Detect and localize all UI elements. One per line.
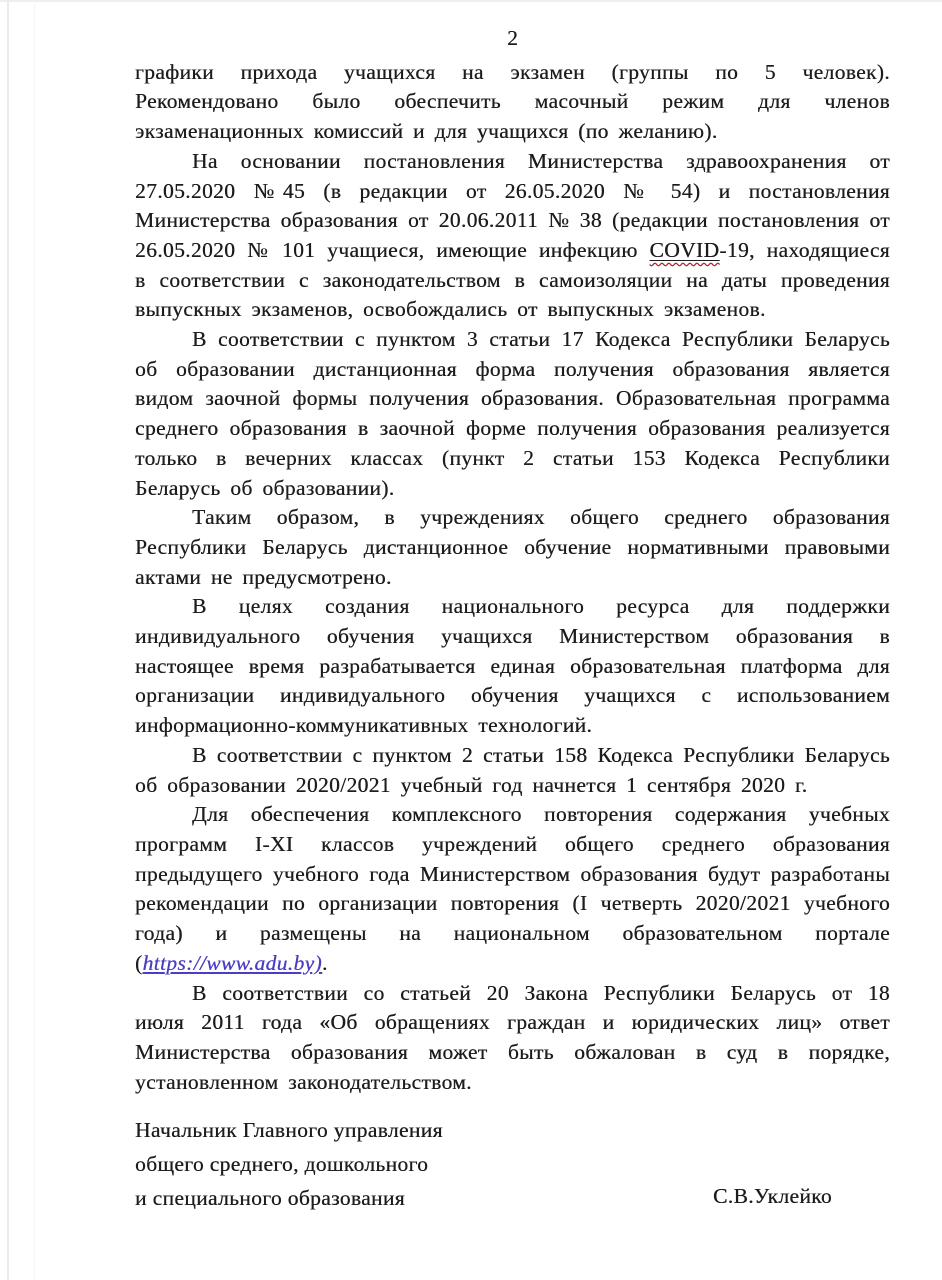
document-page-body — [135, 24, 890, 1097]
scan-edge-left-faint — [34, 0, 35, 1280]
adu-portal-link[interactable]: https://www.adu.by) — [142, 950, 322, 975]
signature-block — [135, 1113, 890, 1215]
scan-edge-top — [0, 0, 942, 2]
paragraph-covid-exemption-lead: На основании постановления Министерства здравоохранения от 27.05.2020 №45 (в редакции от 26.05.2020 № 54) и постановления Министерства образования от 20.06.2011 № 38 (редакции постановления от 26.05.2020 № 101 учащиеся, имеющие инфекцию — [135, 148, 890, 262]
paragraph-repetition-lead: Для обеспечения комплексного повторения содержания учебных программ I-XI классов учреждений общего среднего образования предыдущего учебного года Министерством образования будут разработаны рекомендации по организации повторения (I четверть 2020/2021 учебного года) и размещены на национальном образовательном портале ( — [135, 802, 890, 975]
paragraph-appeal-rights: В соответствии со статьей 20 Закона Республики Беларусь от 18 июля 2011 года «Об обращениях граждан и юридических лиц» ответ Министерства образования может быть обжалован в суд в порядке, установленном законодательством. — [135, 980, 890, 1094]
paragraph-national-platform: В целях создания национального ресурса для поддержки индивидуального обучения учащихся Министерством образования в настоящее время разрабатывается единая образовательная платформа для организации индивидуального обучения учащихся с использованием информационно-коммуникативных технологий. — [135, 594, 890, 738]
page-number: 2 — [507, 26, 518, 50]
spellcheck-wavy-underline — [649, 238, 719, 262]
signatory-title-line-1: Начальник Главного управления — [135, 1118, 443, 1142]
signatory-name: С.В.Уклейко — [713, 1184, 832, 1208]
paragraph-distance-learning-conclusion: Таким образом, в учреждениях общего среднего образования Республики Беларусь дистанционное обучение нормативными правовыми актами не предусмотрено. — [135, 505, 890, 589]
covid-term: COVID — [649, 237, 720, 262]
scan-edge-left — [7, 0, 9, 1280]
paragraph-exam-schedule: графики прихода учащихся на экзамен (группы по 5 человек). Рекомендовано было обеспечить масочный режим для членов экзаменационных комиссий и для учащихся (по желанию). — [135, 59, 890, 144]
paragraph-repetition-recommendations — [135, 800, 890, 978]
signatory-title-line-3: и специального образования — [135, 1186, 405, 1210]
paragraph-school-year-start: В соответствии с пунктом 2 статьи 158 Кодекса Республики Беларусь об образовании 2020/2021 учебный год начнется 1 сентября 2020 г. — [135, 742, 890, 797]
paragraph-covid-exemption-rest: -19, находящиеся в соответствии с законодательством в самоизоляции на даты проведения выпускных экзаменов, освобождались от выпускных экзаменов. — [135, 237, 890, 322]
signatory-title-line-2: общего среднего, дошкольного — [135, 1152, 429, 1176]
paragraph-education-code-art17: В соответствии с пунктом 3 статьи 17 Кодекса Республики Беларусь об образовании дистанционная форма получения образования является видом заочной формы получения образования. Образовательная программа среднего образования в заочной форме получения образования реализуется только в вечерних классах (пункт 2 статьи 153 Кодекса Республики Беларусь об образовании). — [135, 327, 890, 500]
paragraph-repetition-tail: . — [321, 950, 328, 975]
paragraph-covid-exemption — [135, 147, 890, 325]
